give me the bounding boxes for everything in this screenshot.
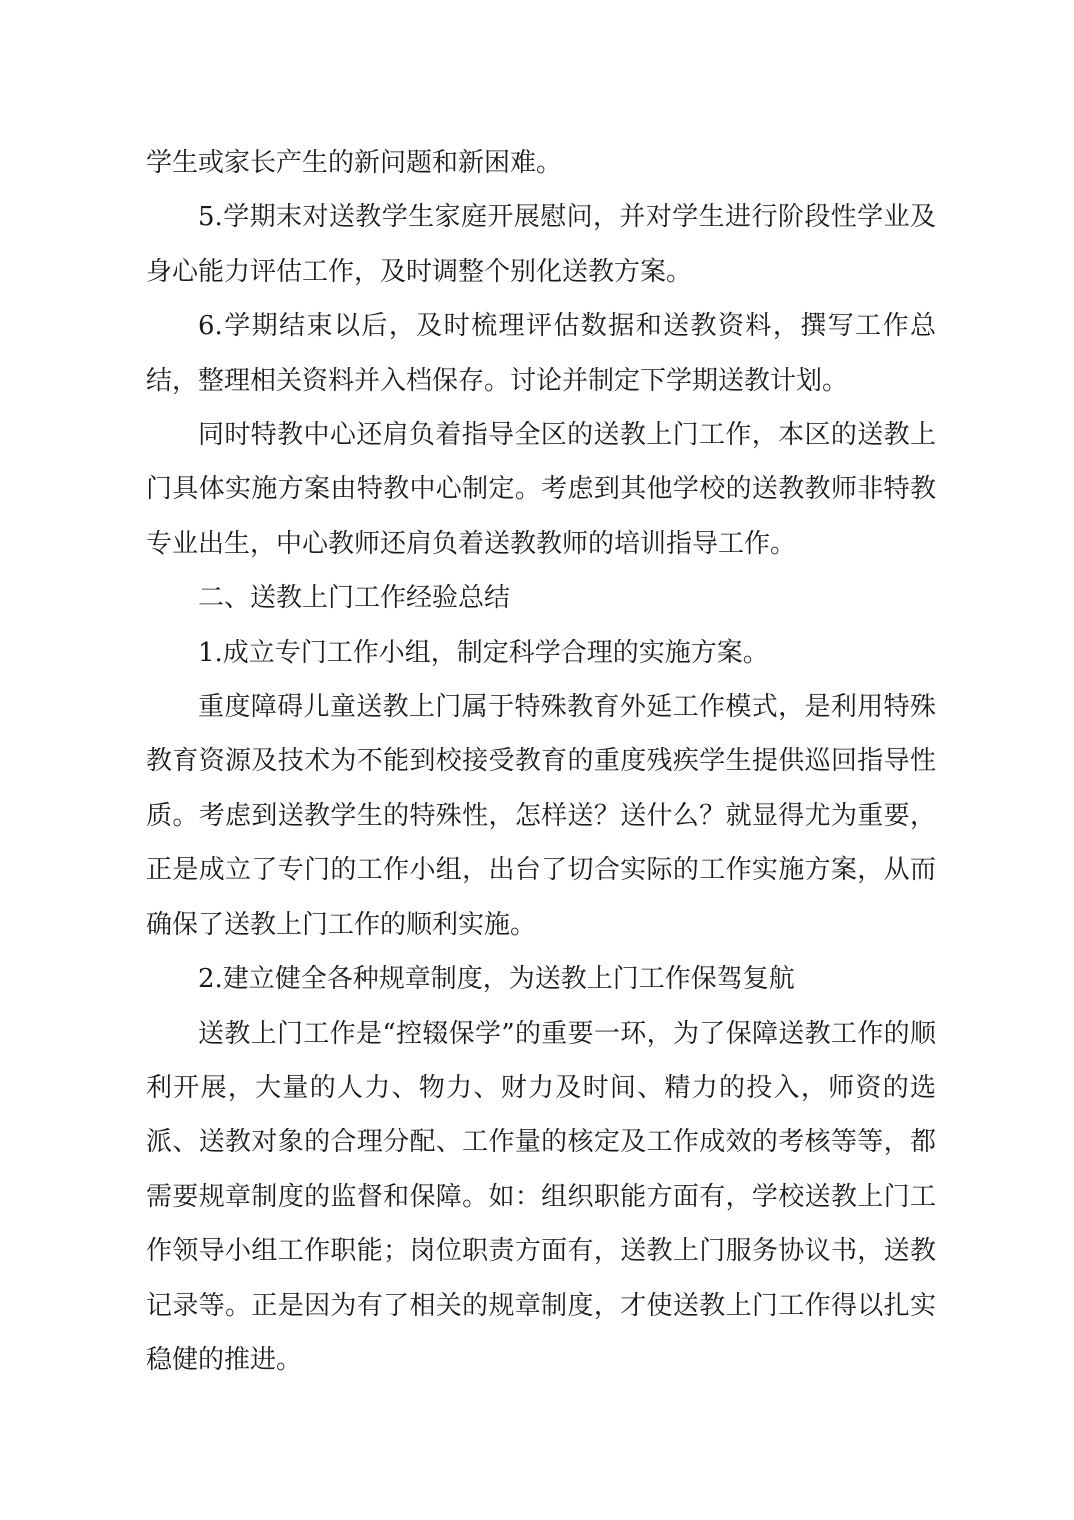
paragraph-continuation: 学生或家长产生的新问题和新困难。 (146, 148, 563, 178)
paragraph-item-6: 6.学期结束以后，及时梳理评估数据和送教资料，撰写工作总结，整理相关资料并入档保存。讨论并制定下学期送教计划。 (146, 311, 936, 396)
document-body (146, 136, 936, 1387)
paragraph-rules-regulations: 送教上门工作是“控辍保学”的重要一环，为了保障送教工作的顺利开展，大量的人力、物力、财力及时间、精力的投入，师资的选派、送教对象的合理分配、工作量的核定及工作成效的考核等等，都需要规章制度的监督和保障。如：组织职能方面有，学校送教上门工作领导小组工作职能；岗位职责方面有，送教上门服务协议书，送教记录等。正是因为有了相关的规章制度，才使送教上门工作得以扎实稳健的推进。 (146, 1018, 936, 1375)
section-heading-experience-summary: 二、送教上门工作经验总结 (198, 583, 511, 614)
subheading-2: 2.建立健全各种规章制度，为送教上门工作保驾复航 (198, 964, 795, 995)
subheading-1: 1.成立专门工作小组，制定科学合理的实施方案。 (198, 637, 769, 668)
paragraph-center-guidance: 同时特教中心还肩负着指导全区的送教上门工作，本区的送教上门具体实施方案由特教中心制定。考虑到其他学校的送教教师非特教专业出生，中心教师还肩负着送教教师的培训指导工作。 (146, 420, 936, 559)
paragraph-item-5: 5.学期末对送教学生家庭开展慰问，并对学生进行阶段性学业及身心能力评估工作，及时调整个别化送教方案。 (146, 202, 936, 287)
paragraph-working-group: 重度障碍儿童送教上门属于特殊教育外延工作模式，是利用特殊教育资源及技术为不能到校接受教育的重度残疾学生提供巡回指导性质。考虑到送教学生的特殊性，怎样送？送什么？就显得尤为重要，正是成立了专门的工作小组，出台了切合实际的工作实施方案，从而确保了送教上门工作的顺利实施。 (146, 692, 936, 940)
